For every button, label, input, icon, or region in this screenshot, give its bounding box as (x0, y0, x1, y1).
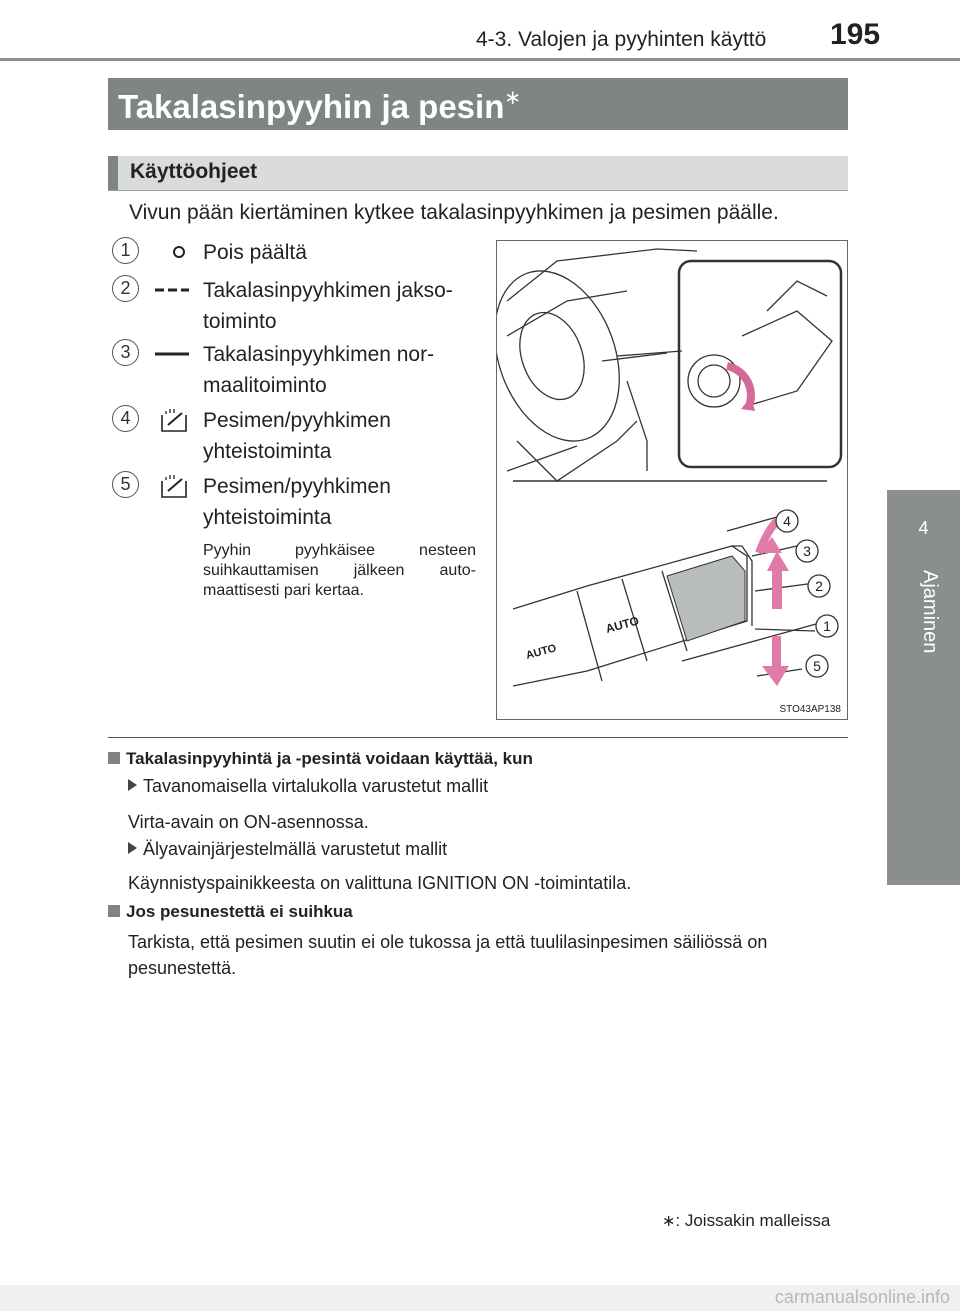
footnote: ∗: Joissakin malleissa (662, 1211, 831, 1230)
dashed-line-icon (152, 275, 192, 305)
note-heading: Jos pesunestettä ei suihkua (108, 902, 353, 922)
subheading-marker (108, 156, 118, 190)
intro-text: Vivun pään kiertäminen kytkee takalasinpyyhkimen ja pesimen päälle. (129, 201, 779, 224)
item-number-badge: 3 (112, 339, 139, 366)
bullet-square-icon (108, 905, 120, 917)
chapter-label: Ajaminen (919, 570, 941, 654)
note-subitem: Älyavainjärjestelmällä varustetut mallit (128, 839, 447, 860)
page-title-bar (108, 78, 848, 130)
note-text: Tarkista, että pesimen suutin ei ole tukossa ja että tuulilasinpesimen säiliössä on pesunestettä. (128, 932, 768, 978)
section-title: 4-3. Valojen ja pyyhinten käyttö (476, 28, 767, 51)
item-number-badge: 4 (112, 405, 139, 432)
chapter-side-tab (887, 490, 960, 885)
asterisk-mark: ∗ (504, 87, 522, 109)
note-text: Käynnistyspainikkeesta on valittuna IGNITION ON -toimintatila. (128, 873, 632, 893)
triangle-bullet-icon (128, 779, 137, 791)
item-number-badge: 5 (112, 471, 139, 498)
item-text: Takalasinpyyhkimen jakso- toiminto (203, 279, 453, 333)
item-text: Pesimen/pyyhkimen yhteistoiminta (203, 409, 391, 463)
figure-code: STO43AP138 (779, 704, 841, 715)
section-divider (108, 737, 848, 738)
item-number-badge: 2 (112, 275, 139, 302)
item-text: Takalasinpyyhkimen nor- maalitoiminto (203, 343, 435, 397)
note-heading: Takalasinpyyhintä ja -pesintä voidaan käyttää, kun (108, 749, 533, 769)
page-number: 195 (830, 18, 881, 51)
watermark-bar (0, 1285, 960, 1311)
page-title: Takalasinpyyhin ja pesin∗ (118, 87, 522, 125)
callout-1: 1 (823, 618, 831, 634)
solid-line-icon (152, 339, 192, 369)
off-circle-icon (152, 237, 192, 267)
callout-2: 2 (815, 578, 823, 594)
item-5-note: Pyyhin pyyhkäisee nesteen suihkauttamisen jälkeen automaattisesti pari kertaa. (203, 542, 476, 599)
triangle-bullet-icon (128, 842, 137, 854)
wiper-lever-illustration (496, 240, 848, 720)
auto-label-stalk: AUTO (524, 642, 558, 662)
subheading-bar (108, 156, 848, 191)
callout-4: 4 (783, 513, 791, 529)
item-text: Pois päältä (203, 241, 307, 264)
item-number-badge: 1 (112, 237, 139, 264)
subheading: Käyttöohjeet (130, 160, 258, 183)
washer-wiper-icon (152, 405, 192, 435)
bullet-square-icon (108, 752, 120, 764)
callout-5: 5 (813, 658, 821, 674)
item-text: Pesimen/pyyhkimen yhteistoiminta (203, 475, 391, 529)
chapter-number: 4 (918, 518, 929, 538)
watermark-text: carmanualsonline.info (774, 1287, 950, 1307)
illustration-drawing (497, 241, 847, 719)
note-subitem: Tavanomaisella virtalukolla varustetut mallit (128, 776, 488, 797)
callout-3: 3 (803, 543, 811, 559)
header-divider (0, 58, 960, 61)
note-text: Virta-avain on ON-asennossa. (128, 812, 369, 832)
washer-wiper-icon (152, 471, 192, 501)
auto-label-lever: AUTO (604, 613, 641, 636)
